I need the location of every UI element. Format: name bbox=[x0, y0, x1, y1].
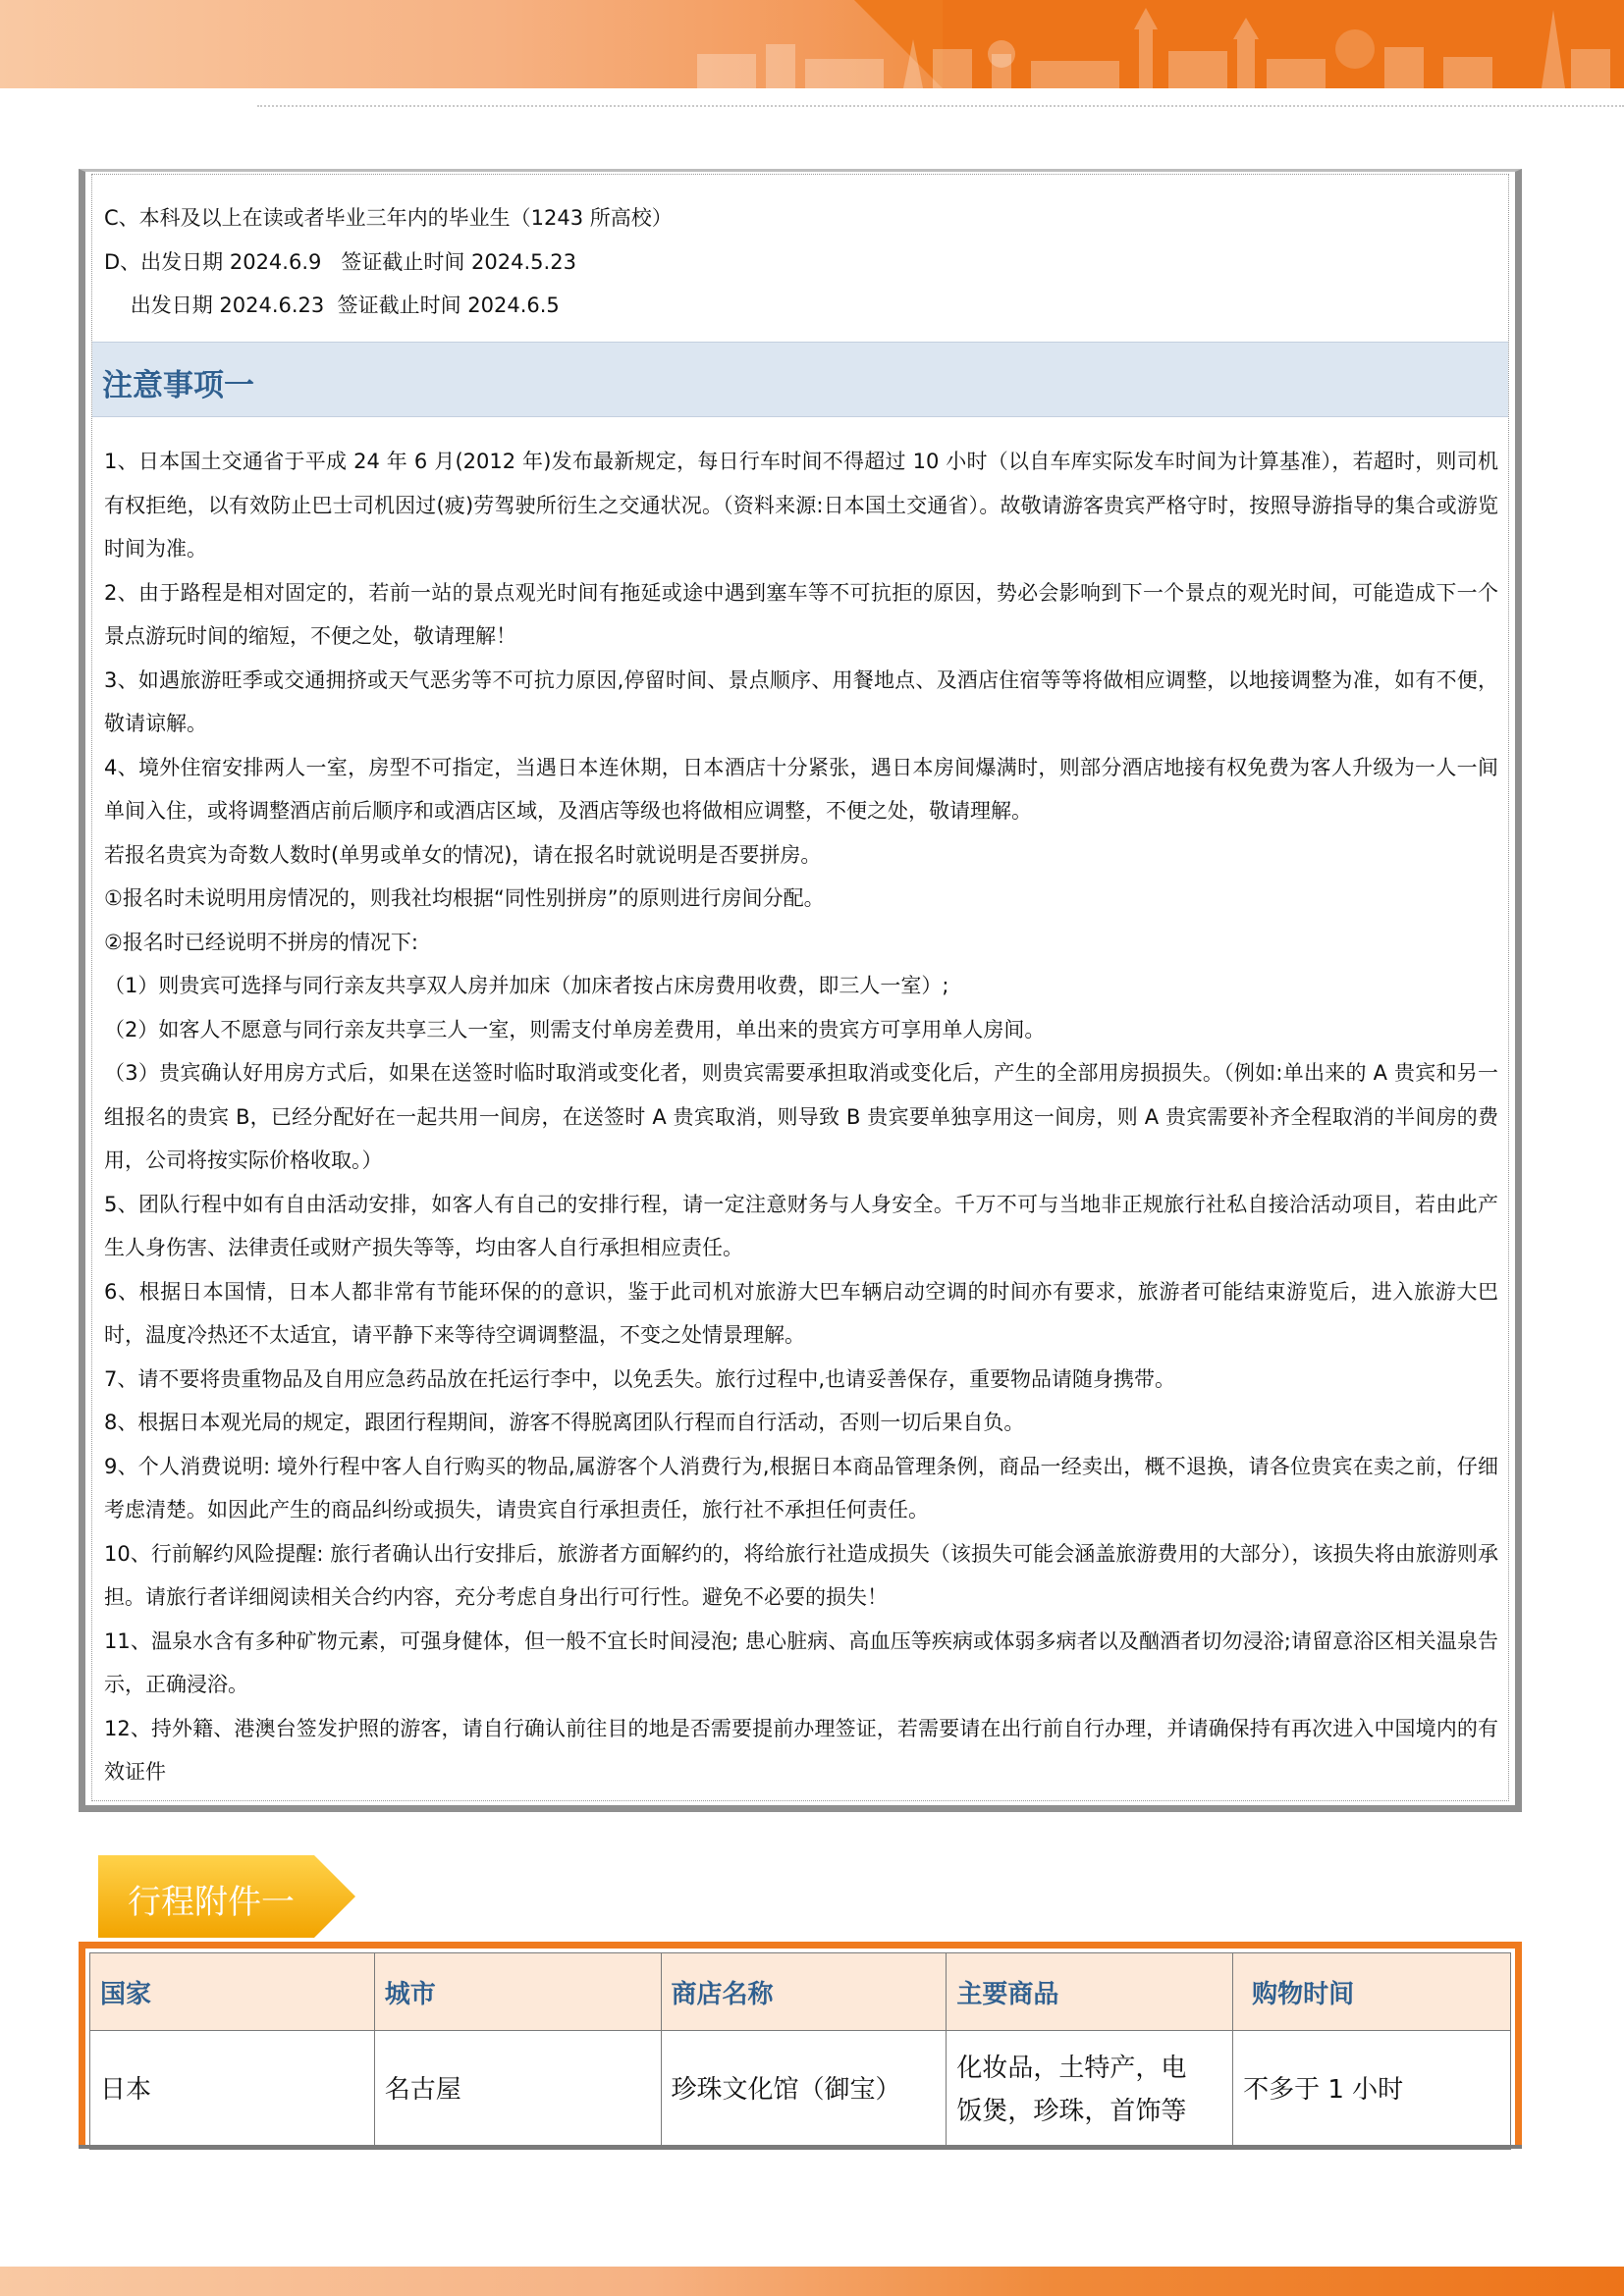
notice-list bbox=[104, 440, 1498, 1794]
cell-shop: 珍珠文化馆（御宝） bbox=[661, 2031, 947, 2150]
skyline-illustration bbox=[677, 0, 1624, 88]
notice-item: 8、根据日本观光局的规定，跟团行程期间，游客不得脱离团队行程而自行活动，否则一切后果自负。 bbox=[104, 1411, 1025, 1434]
notice-item: 11、温泉水含有多种矿物元素，可强身健体，但一般不宜长时间浸泡; 患心脏病、高血压等疾病或体弱多病者以及酗酒者切勿浸浴;请留意浴区相关温泉告示，正确浸浴。 bbox=[104, 1629, 1498, 1696]
notice-item: 4、境外住宿安排两人一室，房型不可指定，当遇日本连休期，日本酒店十分紧张，遇日本房间爆满时，则部分酒店地接有权免费为客人升级为一人一间单间入住，或将调整酒店前后顺序和或酒店区域，及酒店等级也将做相应调整，不便之处，敬请理解。 bbox=[104, 755, 1498, 823]
table-bottom-rule bbox=[79, 2145, 1522, 2149]
cell-country: 日本 bbox=[90, 2031, 375, 2150]
table-header-row bbox=[90, 1953, 1511, 2031]
notice-box bbox=[79, 169, 1522, 1812]
notice-item: 7、请不要将贵重物品及自用应急药品放在托运行李中，以免丢失。旅行过程中,也请妥善保存，重要物品请随身携带。 bbox=[104, 1366, 1176, 1391]
header-shopping-time: 购物时间 bbox=[1233, 1953, 1511, 2031]
notice-item: 6、根据日本国情，日本人都非常有节能环保的的意识，鉴于此司机对旅游大巴车辆启动空调的时间亦有要求，旅游者可能结束游览后，进入旅游大巴时，温度冷热还不太适宜，请平静下来等待空调调整温，不变之处情景理解。 bbox=[104, 1279, 1498, 1347]
notice-inner-frame bbox=[91, 174, 1509, 1801]
notice-item: 若报名贵宾为奇数人数时(单男或单女的情况)，请在报名时就说明是否要拼房。 bbox=[104, 842, 822, 867]
footer-band bbox=[0, 2267, 1624, 2296]
header-city: 城市 bbox=[374, 1953, 661, 2031]
header-shop-name: 商店名称 bbox=[661, 1953, 947, 2031]
notice-item: ②报名时已经说明不拼房的情况下: bbox=[104, 930, 418, 954]
notice-item: 1、日本国土交通省于平成 24 年 6 月(2012 年)发布最新规定，每日行车时间不得超过 10 小时（以自车库实际发车时间为计算基准），若超时，则司机有权拒绝，以有效防止巴士司机因过(疲)劳驾驶所衍生之交通状况。（资料来源:日本国土交通省）。故敬请游客贵宾严格守时，按照导游指导的集合或游览时间为准。 bbox=[104, 450, 1498, 561]
notice-item: 3、如遇旅游旺季或交通拥挤或天气恶劣等不可抗力原因,停留时间、景点顺序、用餐地点、及酒店住宿等等将做相应调整，以地接调整为准，如有不便，敬请谅解。 bbox=[104, 667, 1498, 735]
table-row bbox=[90, 2031, 1511, 2150]
notice-section-title: 注意事项一 bbox=[102, 368, 254, 403]
eligibility-line: 出发日期 2024.6.23 签证截止时间 2024.6.5 bbox=[104, 294, 560, 317]
header-band bbox=[0, 0, 1624, 88]
notice-item: 10、行前解约风险提醒: 旅行者确认出行安排后，旅游者方面解约的，将给旅行社造成损失（该损失可能会涵盖旅游费用的大部分），该损失将由旅游则承担。请旅行者详细阅读相关合约内容，充分考虑自身出行可行性。避免不必要的损失！ bbox=[104, 1541, 1498, 1609]
notice-item: ①报名时未说明用房情况的，则我社均根据“同性别拼房”的原则进行房间分配。 bbox=[104, 886, 825, 910]
notice-item: 9、个人消费说明: 境外行程中客人自行购买的物品,属游客个人消费行为,根据日本商品管理条例，商品一经卖出，概不退换，请各位贵宾在卖之前，仔细考虑清楚。如因此产生的商品纠纷或损失，请贵宾自行承担责任，旅行社不承担任何责任。 bbox=[104, 1454, 1498, 1522]
notice-item: （3）贵宾确认好用房方式后，如果在送签时临时取消或变化者，则贵宾需要承担取消或变化后，产生的全部用房损损失。（例如:单出来的 A 贵宾和另一组报名的贵宾 B，已经分配好在一起共用一间房，在送签时 A 贵宾取消，则导致 B 贵宾要单独享用这一间房，则 A 贵宾需要补齐全程取消的半间房的费用，公司将按实际价格收取。） bbox=[104, 1061, 1498, 1172]
eligibility-line: C、本科及以上在读或者毕业三年内的毕业生（1243 所高校） bbox=[104, 206, 673, 230]
notice-item: 12、持外籍、港澳台签发护照的游客，请自行确认前往目的地是否需要提前办理签证，若需要请在出行前自行办理，并请确保持有再次进入中国境内的有效证件 bbox=[104, 1716, 1498, 1784]
notice-item: 2、由于路程是相对固定的，若前一站的景点观光时间有拖延或途中遇到塞车等不可抗拒的原因，势必会影响到下一个景点的观光时间，可能造成下一个景点游玩时间的缩短，不便之处，敬请理解！ bbox=[104, 580, 1498, 648]
header-dotted-rule bbox=[257, 105, 1624, 107]
cell-time: 不多于 1 小时 bbox=[1233, 2031, 1511, 2150]
attachment-label bbox=[98, 1855, 355, 1938]
goods-line: 饭煲，珍珠，首饰等 bbox=[956, 2097, 1187, 2126]
eligibility-line: D、出发日期 2024.6.9 签证截止时间 2024.5.23 bbox=[104, 249, 576, 274]
attachment-label-text: 行程附件一 bbox=[128, 1883, 295, 1922]
header-main-goods: 主要商品 bbox=[947, 1953, 1233, 2031]
eligibility-lines bbox=[104, 196, 1498, 328]
notice-item: 5、团队行程中如有自由活动安排，如客人有自己的安排行程，请一定注意财务与人身安全。千万不可与当地非正规旅行社私自接洽活动项目，若由此产生人身伤害、法律责任或财产损失等等，均由客人自行承担相应责任。 bbox=[104, 1192, 1498, 1259]
goods-line: 化妆品，土特产，电 bbox=[956, 2054, 1187, 2083]
notice-item: （1）则贵宾可选择与同行亲友共享双人房并加床（加床者按占床房费用收费，即三人一室）; bbox=[104, 974, 949, 997]
notice-section-header bbox=[92, 342, 1508, 417]
notice-item: （2）如客人不愿意与同行亲友共享三人一室，则需支付单房差费用，单出来的贵宾方可享用单人房间。 bbox=[104, 1017, 1046, 1041]
shopping-table bbox=[89, 1952, 1511, 2150]
shopping-table-frame bbox=[79, 1942, 1522, 2148]
header-country: 国家 bbox=[90, 1953, 375, 2031]
cell-city: 名古屋 bbox=[374, 2031, 661, 2150]
cell-goods bbox=[947, 2031, 1233, 2150]
